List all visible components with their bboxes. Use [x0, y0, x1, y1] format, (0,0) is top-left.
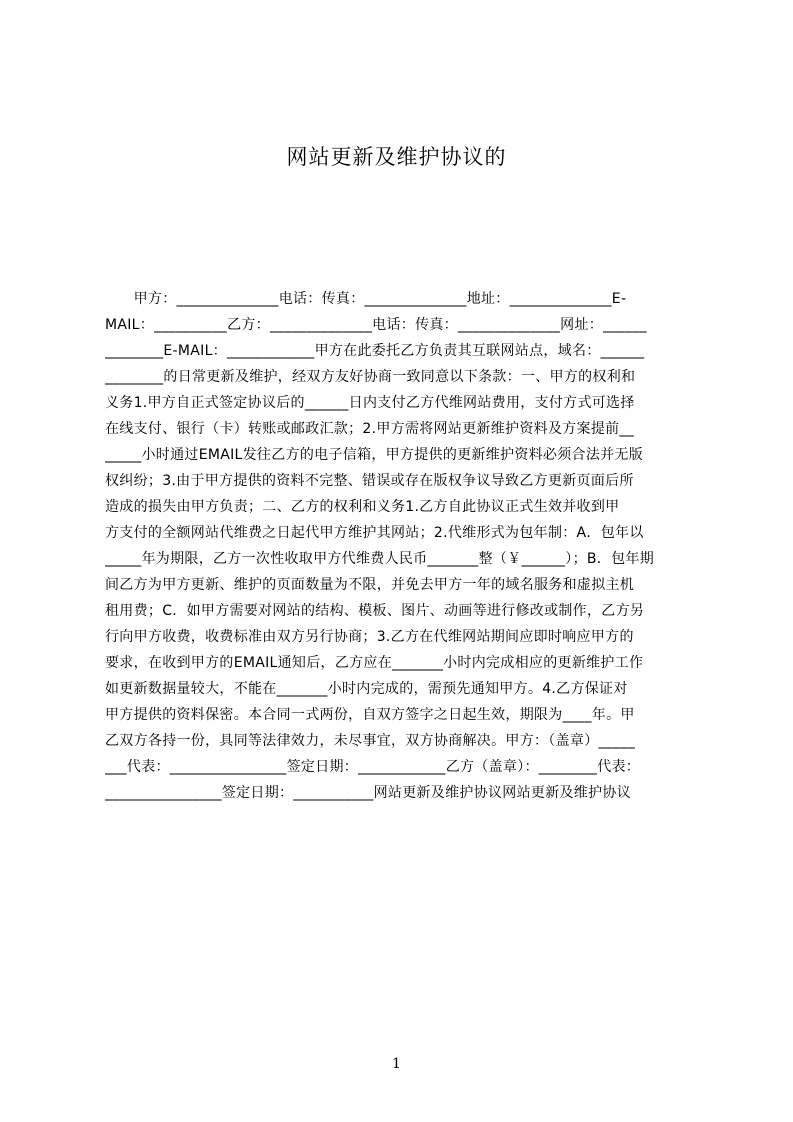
body-line: _____年为期限，乙方一次性收取甲方代维费人民币_______整（￥______）；B．包年期: [105, 551, 655, 567]
page-number: 1: [392, 1056, 401, 1072]
body-line: _____小时通过EMAIL发往乙方的电子信箱，甲方提供的更新维护资料必须合法并无版: [105, 447, 644, 463]
body-line: 要求，在收到甲方的EMAIL通知后，乙方应在_______小时内完成相应的更新维护工作: [105, 655, 644, 671]
body-line: 方支付的全额网站代维费之日起代甲方维护其网站；2.代维形式为包年制：A．包年以: [105, 525, 644, 541]
body-line: 甲方提供的资料保密。本合同一式两份，自双方签字之日起生效，期限为____年。甲: [105, 707, 635, 723]
body-line: 权纠纷；3.由于甲方提供的资料不完整、错误或存在版权争议导致乙方更新页面后所: [105, 473, 634, 489]
body-line: ___代表：________________签定日期：____________乙方（盖章）：________代表：: [105, 759, 641, 775]
body-line: 间乙方为甲方更新、维护的页面数量为不限，并免去甲方一年的域名服务和虚拟主机: [105, 577, 635, 593]
document-title: 网站更新及维护协议的: [286, 145, 507, 169]
body-line: 租用费；C．如甲方需要对网站的结构、模板、图片、动画等进行修改或制作，乙方另: [105, 603, 645, 619]
agreement-body: [105, 286, 698, 826]
body-line: ________E-MAIL：____________甲方在此委托乙方负责其互联网站点，域名：______: [105, 343, 645, 359]
body-line: 造成的损失由甲方负责；二、乙方的权利和义务1.乙方自此协议正式生效并收到甲: [105, 499, 620, 515]
body-line: 如更新数据量较大，不能在_______小时内完成的，需预先通知甲方。4.乙方保证对: [105, 681, 628, 697]
body-line: ________________签定日期：___________网站更新及维护协议网站更新及维护协议: [105, 785, 631, 801]
body-line: MAIL：__________乙方：______________电话：传真：______________网址：______: [105, 317, 647, 333]
body-line: 义务1.甲方自正式签定协议后的______日内支付乙方代维网站费用，支付方式可选择: [105, 395, 635, 411]
body-line: 乙双方各持一份，具同等法律效力，未尽事宜，双方协商解决。甲方：（盖章）_____: [105, 733, 635, 749]
body-line: 行向甲方收费，收费标准由双方另行协商；3.乙方在代维网站期间应即时响应甲方的: [105, 629, 634, 645]
body-line: 甲方：______________电话：传真：______________地址：______________E-: [105, 291, 627, 307]
body-line: 在线支付、银行（卡）转账或邮政汇款；2.甲方需将网站更新维护资料及方案提前__: [105, 421, 635, 437]
body-line: ________的日常更新及维护，经双方友好协商一致同意以下条款：一、甲方的权利和: [105, 369, 636, 385]
